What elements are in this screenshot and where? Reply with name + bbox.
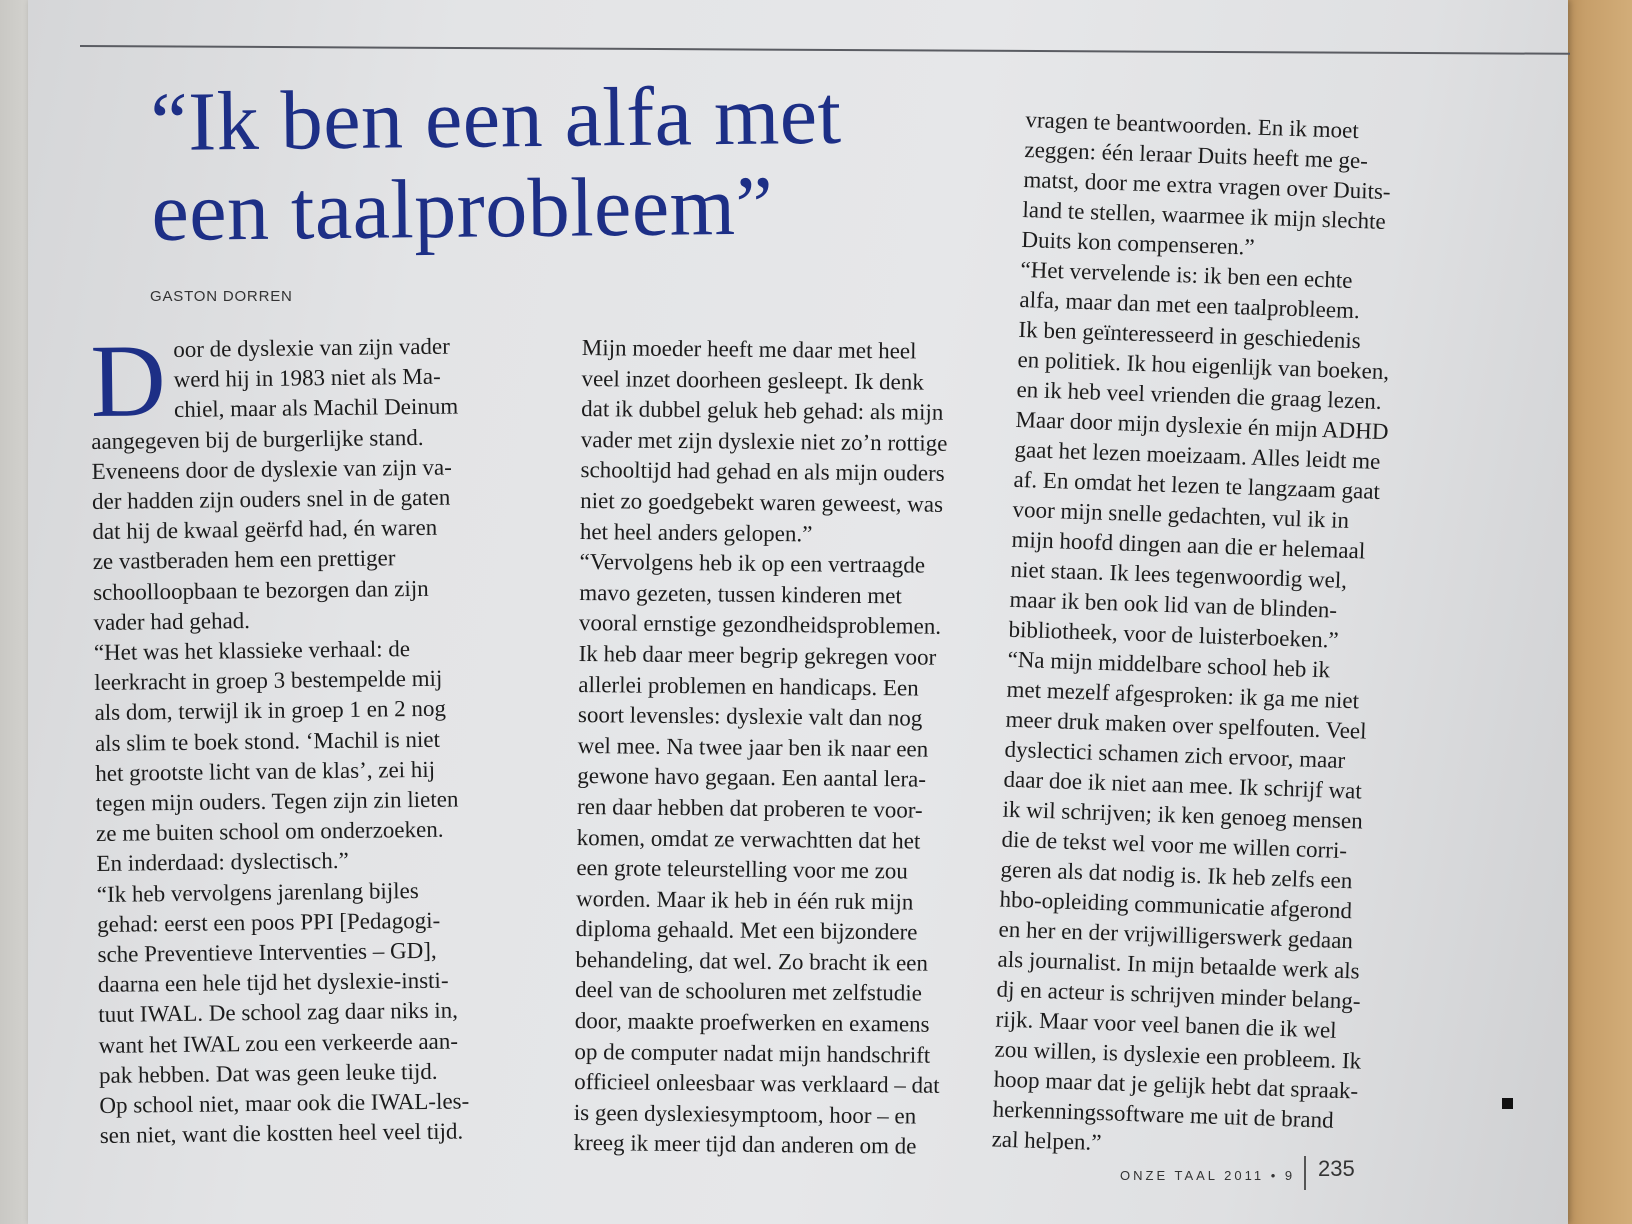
text-line: gaat het lezen moeizaam. Alles leidt me: [1014, 436, 1381, 474]
text-line: kreeg ik meer tijd dan anderen om de: [573, 1130, 917, 1159]
text-line: en politiek. Ik hou eigenlijk van boeken,: [1017, 346, 1390, 385]
article-headline: [149, 68, 843, 259]
text-line: komen, omdat ze verwachtten dat het: [576, 824, 921, 854]
byline: GASTON DORREN: [150, 288, 293, 305]
text-line: dat hij de kwaal geërfd had, én waren: [92, 514, 438, 545]
text-line: Ik ben geïnteresseerd in geschiedenis: [1018, 316, 1362, 354]
text-line: mavo gezeten, tussen kinderen met: [579, 579, 902, 609]
page-number: 235: [1318, 1156, 1355, 1181]
text-line: die de tekst wel voor me willen corri-: [1001, 826, 1348, 864]
drop-cap: D: [89, 323, 167, 439]
text-line: En inderdaad: dyslectisch.”: [96, 848, 349, 877]
text-line: daarna een hele tijd het dyslexie-insti-: [97, 967, 449, 998]
text-line: “Ik heb vervolgens jarenlang bijles: [96, 877, 419, 907]
text-line: maar ik ben ook lid van de blinden-: [1009, 586, 1338, 623]
article-column-1: [89, 323, 570, 1151]
text-line: als journalist. In mijn betaalde werk als: [997, 946, 1361, 984]
text-line: schoolloopbaan te bezorgen dan zijn: [92, 575, 429, 605]
text-line: officieel onleesbaar was verklaard – dat: [574, 1069, 940, 1099]
text-line: Duits kon compenseren.”: [1021, 226, 1255, 260]
text-line: behandeling, dat wel. Zo bracht ik een: [575, 946, 929, 976]
text-line: deel van de schooluren met zelfstudie: [574, 977, 923, 1007]
article-column-2: [573, 333, 1022, 1164]
text-line: zal helpen.”: [991, 1126, 1102, 1156]
text-line: op de computer nadat mijn handschrift: [574, 1038, 931, 1068]
text-line: dj en acteur is schrijven minder belang-: [996, 976, 1361, 1014]
text-line: Ik heb daar meer begrip gekregen voor: [578, 640, 937, 670]
text-line: meer druk maken over spelfouten. Veel: [1005, 706, 1367, 744]
text-line: der hadden zijn ouders snel in de gaten: [91, 484, 451, 515]
headline-line-2: een taalprobleem”: [150, 159, 774, 259]
text-line: af. En omdat het lezen te langzaam gaat: [1013, 466, 1381, 504]
text-line: geren als dat nodig is. Ik heb zelfs een: [1000, 856, 1353, 894]
text-line: dyslectici schamen zich ervoor, maar: [1004, 736, 1346, 773]
text-line: leerkracht in groep 3 bestempelde mij: [94, 665, 443, 696]
text-line: dat ik dubbel geluk heb gehad: als mijn: [581, 396, 944, 425]
text-line: chiel, maar als Machil Deinum: [173, 393, 459, 423]
article-column-3: [991, 105, 1506, 1170]
text-line: Op school niet, maar ook die IWAL-les-: [99, 1088, 470, 1119]
footer-separator: [1304, 1156, 1306, 1190]
text-line: het grootste licht van de klas’, zei hij: [95, 756, 436, 786]
text-line: “Het vervelende is: ik ben een echte: [1020, 256, 1353, 293]
text-line: vader met zijn dyslexie niet zo’n rottige: [580, 426, 948, 456]
magazine-issue: ONZE TAAL 2011 • 9: [1120, 1168, 1296, 1183]
text-line: ren daar hebben dat proberen te voor-: [576, 793, 923, 823]
text-line: herkenningssoftware me uit de brand: [992, 1096, 1334, 1133]
text-line: aangegeven bij de burgerlijke stand.: [91, 424, 424, 454]
text-line: als dom, terwijl ik in groep 1 en 2 nog: [94, 696, 447, 726]
text-line: als slim te boek stond. ‘Machil is niet: [94, 726, 441, 756]
text-line: tegen mijn ouders. Tegen zijn zin lieten: [95, 786, 459, 817]
text-line: een grote teleurstelling voor me zou: [576, 855, 908, 884]
text-line: door, maakte proefwerken en examens: [574, 1008, 930, 1037]
text-line: Maar door mijn dyslexie én mijn ADHD: [1015, 406, 1389, 445]
text-line: gewone havo gegaan. Een aantal lera-: [577, 763, 927, 792]
text-line: allerlei problemen en handicaps. Een: [578, 671, 919, 701]
text-line: werd hij in 1983 niet als Ma-: [173, 363, 441, 393]
text-line: zou willen, is dyslexie een probleem. Ik: [994, 1036, 1362, 1074]
text-line: bibliotheek, voor de luisterboeken.”: [1008, 616, 1340, 653]
text-line: met mezelf afgesproken: ik ga me niet: [1006, 676, 1360, 714]
text-line: ze me buiten school om onderzoeken.: [95, 816, 444, 847]
text-line: sen niet, want die kostten heel veel tijd.: [99, 1118, 464, 1149]
text-line: sche Preventieve Interventies – GD],: [97, 937, 437, 968]
text-line: worden. Maar ik heb in één ruk mijn: [575, 885, 914, 915]
text-line: zeggen: één leraar Duits heeft me ge-: [1024, 136, 1369, 174]
text-line: hbo-opleiding communicatie afgerond: [999, 886, 1353, 924]
text-line: vader had gehad.: [93, 607, 251, 635]
text-line: diploma gehaald. Met een bijzondere: [575, 916, 918, 945]
text-line: niet staan. Ik lees tegenwoordig wel,: [1010, 556, 1348, 593]
text-line: en her en der vrijwilligerswerk gedaan: [998, 916, 1354, 954]
text-line: tuut IWAL. De school zag daar niks in,: [98, 998, 459, 1028]
text-line: want het IWAL zou een verkeerde aan-: [98, 1028, 459, 1058]
text-line: alfa, maar dan met een taalprobleem.: [1019, 286, 1361, 324]
text-line: hoop maar dat je gelijk hebt dat spraak-: [993, 1066, 1359, 1104]
text-line: voor mijn snelle gedachten, vul ik in: [1012, 496, 1350, 533]
text-line: gehad: eerst een poos PPI [Pedagogi-: [97, 907, 441, 937]
text-line: Mijn moeder heeft me daar met heel: [581, 334, 917, 364]
text-line: Eveneens door de dyslexie van zijn va-: [91, 454, 452, 484]
text-line: ze vastberaden hem een prettiger: [92, 545, 396, 575]
text-line: “Vervolgens heb ik op een vertraagde: [579, 549, 926, 578]
headline-line-1: “Ik ben een alfa met: [149, 68, 842, 169]
text-line: schooltijd had gehad en als mijn ouders: [580, 457, 945, 487]
text-line: en ik heb veel vrienden die graag lezen.: [1016, 376, 1383, 414]
end-of-article-mark: [1502, 1098, 1513, 1109]
text-line: mijn hoofd dingen aan die er helemaal: [1011, 526, 1366, 564]
text-line: soort levensles: dyslexie valt dan nog: [577, 702, 923, 731]
text-line: is geen dyslexiesymptoom, hoor – en: [573, 1099, 917, 1129]
text-line: rijk. Maar voor veel banen die ik wel: [995, 1006, 1337, 1043]
text-line: “Na mijn middelbare school heb ik: [1007, 646, 1331, 683]
text-line: wel mee. Na twee jaar ben ik naar een: [577, 732, 929, 762]
text-line: niet zo goedgebekt waren geweest, was: [580, 487, 944, 517]
text-line: “Het was het klassieke verhaal: de: [93, 636, 411, 666]
text-line: oor de dyslexie van zijn vader: [173, 333, 450, 362]
text-line: vooral ernstige gezondheidsproblemen.: [578, 610, 942, 640]
text-line: land te stellen, waarmee ik mijn slechte: [1022, 196, 1387, 234]
text-line: matst, door me extra vragen over Duits-: [1023, 166, 1391, 205]
text-line: het heel anders gelopen.”: [579, 518, 813, 546]
text-line: vragen te beantwoorden. En ik moet: [1025, 106, 1360, 144]
text-line: pak hebben. Dat was geen leuke tijd.: [98, 1058, 438, 1088]
text-line: daar doe ik niet aan mee. Ik schrijf wat: [1003, 766, 1363, 804]
text-line: ik wil schrijven; ik ken genoeg mensen: [1002, 796, 1364, 834]
text-line: veel inzet doorheen gesleept. Ik denk: [581, 365, 924, 395]
